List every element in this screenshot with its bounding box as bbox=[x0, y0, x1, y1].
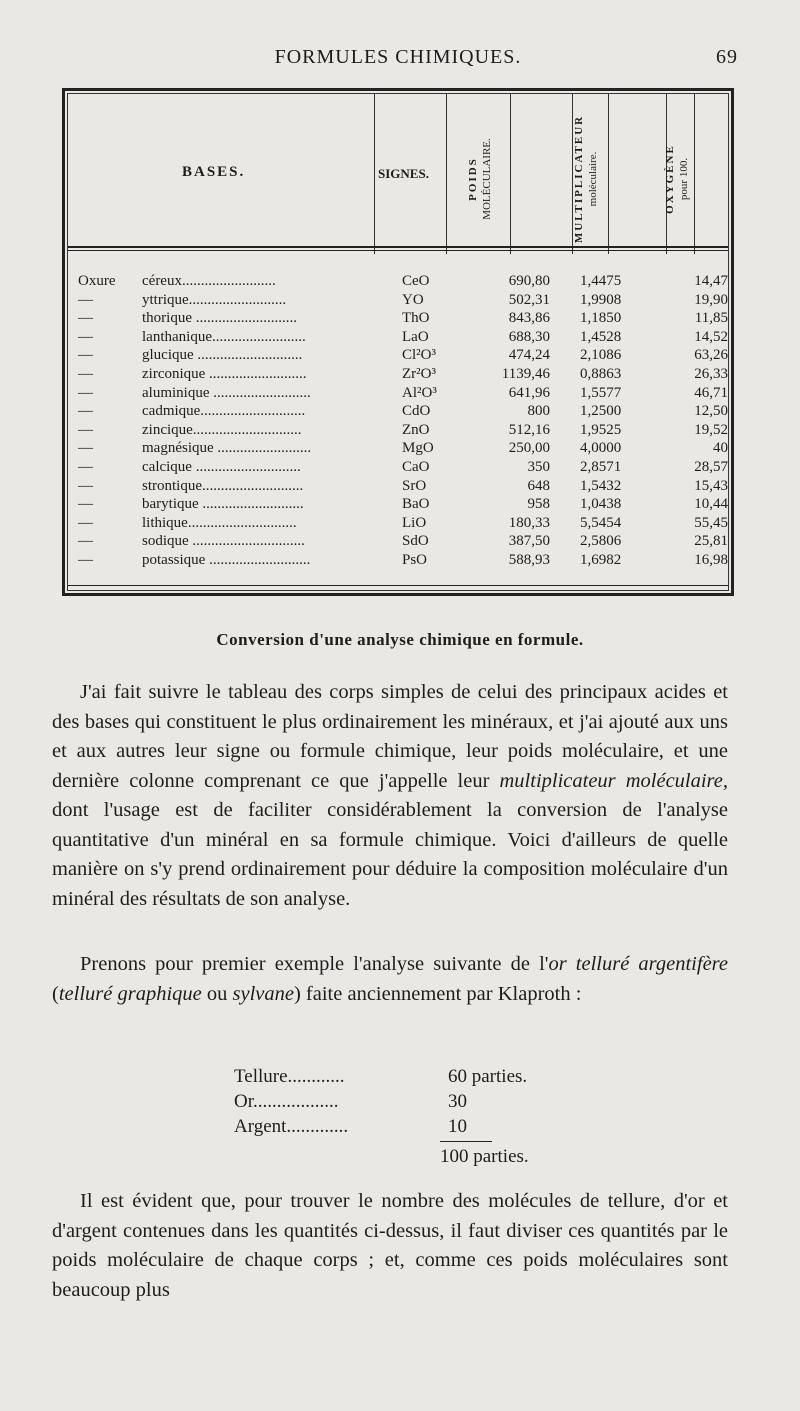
chemical-sign: CeO bbox=[402, 273, 430, 289]
row-prefix: — bbox=[78, 514, 93, 531]
table-row bbox=[68, 532, 728, 551]
chemical-sign: CdO bbox=[402, 403, 431, 420]
base-name: magnésique ......................... bbox=[142, 440, 312, 457]
oxygene-pour-100: 14,47 bbox=[694, 273, 728, 289]
col-header-bases: BASES. bbox=[182, 164, 246, 180]
poids-moleculaire: 588,93 bbox=[508, 551, 550, 568]
base-name: cadmique............................ bbox=[142, 403, 306, 420]
table-row bbox=[68, 477, 728, 496]
multiplicateur: 1,2500 bbox=[580, 403, 622, 420]
table-row bbox=[68, 514, 728, 533]
multiplicateur: 1,6982 bbox=[580, 551, 622, 568]
base-name: zirconique .......................... bbox=[142, 365, 307, 382]
poids-moleculaire: 843,86 bbox=[508, 310, 550, 327]
multiplicateur: 1,9525 bbox=[580, 421, 622, 438]
base-name: sodique .............................. bbox=[142, 533, 305, 550]
poids-moleculaire: 502,31 bbox=[508, 291, 550, 308]
table-row bbox=[68, 495, 728, 514]
oxygene-pour-100: 55,45 bbox=[694, 514, 728, 531]
multiplicateur: 4,0000 bbox=[580, 440, 622, 457]
table-row bbox=[68, 328, 728, 347]
poids-moleculaire: 474,24 bbox=[508, 347, 550, 364]
row-prefix: — bbox=[78, 533, 93, 550]
poids-moleculaire: 641,96 bbox=[508, 384, 550, 401]
base-name: céreux......................... bbox=[142, 273, 276, 289]
multiplicateur: 1,1850 bbox=[580, 310, 622, 327]
oxygene-pour-100: 15,43 bbox=[694, 477, 728, 494]
chemical-sign: Zr²O³ bbox=[402, 365, 436, 382]
poids-moleculaire: 180,33 bbox=[508, 514, 550, 531]
chemical-sign: ZnO bbox=[402, 421, 430, 438]
multiplicateur: 1,9908 bbox=[580, 291, 622, 308]
multiplicateur: 1,4528 bbox=[580, 328, 622, 345]
oxygene-pour-100: 63,26 bbox=[694, 347, 728, 364]
multiplicateur: 0,8863 bbox=[580, 365, 622, 382]
base-name: lithique............................. bbox=[142, 514, 297, 531]
book-page: FORMULES CHIMIQUES. 69 BASES. SIGNES. POIDS MOLÉCULAIRE. MULTIPLICATEUR moléculaire. OXYGÈNE pour 100. Oxure céreux......................... CeO 690,80 1,4475 14,47 — yttrique.......................... YO 502,31 1,9908 19,90 — thorique ........................... ThO 843,86 1,1850 11,85 — lanthanique......................... LaO 688,30 1,4528 14,52 — glucique ............................ Cl²O³ 474,24 2,1086 63,26 — zirconique .......................... Zr²O³ 1139,46 0,8863 26,33 — aluminique .......................... Al²O³ 641,96 1,5577 46,71 — cadmique............................ CdO 800 1,2500 12,50 — zincique............................. ZnO 512,16 1,9525 19,52 — magnésique ......................... MgO 250,00 4,0000 40 — calcique ............................ CaO 350 2,8571 28,57 — strontique........................... SrO 648 1,5432 15,43 — barytique ........................... BaO 958 1,0438 10,44 — lithique............................. LiO 180,33 5,5454 55,45 — sodique .............................. SdO 387,50 2,5806 25,81 — potassique ........................... PsO 588,93 1,6982 16,98 Conversion d'une analyse chimique en formule. J'ai fait suivre le tableau des corps simples de celui des principaux acides et des bases qui constituent le plus ordinairement les minéraux, et j'ai ajouté aux uns et aux autres leur signe ou formule chimique, leur poids moléculaire, et une dernière colonne comprenant ce que j'appelle leur multiplicateur moléculaire, dont l'usage est de faciliter considérablement la conversion de l'analyse quantitative d'un minéral en sa formule chimique. Voici d'ailleurs de quelle manière on s'y prend ordinairement pour déduire la composition moléculaire d'un minéral des résultats de son analyse. Prenons pour premier exemple l'analyse suivante de l'or telluré argentifère (telluré graphique ou sylvane) faite anciennement par Klaproth : Tellure............ 60 parties. Or.................. 30 Argent............. 10 100 parties. Il est évident que, pour trouver le nombre des molécules de tellure, d'or et d'argent contenues dans les quantités ci-dessus, il faut diviser ces quantités par le poids moléculaire de chaque corps ; et, comme ces poids moléculaires sont beaucoup plus bbox=[0, 0, 800, 1411]
oxygene-pour-100: 28,57 bbox=[694, 458, 728, 475]
base-name: glucique ............................ bbox=[142, 347, 303, 364]
base-name: barytique ........................... bbox=[142, 496, 304, 513]
chemical-sign: MgO bbox=[402, 440, 434, 457]
composition-total: 100 parties. bbox=[440, 1146, 529, 1167]
poids-moleculaire: 648 bbox=[527, 477, 550, 494]
base-name: potassique ........................... bbox=[142, 551, 311, 568]
oxygene-pour-100: 14,52 bbox=[694, 328, 728, 345]
table-row bbox=[68, 291, 728, 310]
poids-moleculaire: 688,30 bbox=[508, 328, 550, 345]
row-prefix: — bbox=[78, 310, 93, 327]
oxygene-pour-100: 26,33 bbox=[694, 365, 728, 382]
base-name: thorique ........................... bbox=[142, 310, 297, 327]
multiplicateur: 2,5806 bbox=[580, 533, 622, 550]
oxygene-pour-100: 12,50 bbox=[694, 403, 728, 420]
row-prefix: — bbox=[78, 365, 93, 382]
row-prefix: — bbox=[78, 477, 93, 494]
col-header-oxygene: OXYGÈNE pour 100. bbox=[664, 144, 690, 214]
row-prefix: — bbox=[78, 458, 93, 475]
table-body bbox=[68, 272, 728, 570]
chemical-sign: ThO bbox=[402, 310, 430, 327]
chemical-sign: CaO bbox=[402, 458, 430, 475]
poids-moleculaire: 958 bbox=[527, 496, 550, 513]
row-prefix: — bbox=[78, 496, 93, 513]
chemical-sign: PsO bbox=[402, 551, 428, 568]
oxygene-pour-100: 19,52 bbox=[694, 421, 728, 438]
multiplicateur: 5,5454 bbox=[580, 514, 622, 531]
oxygene-pour-100: 19,90 bbox=[694, 291, 728, 308]
row-prefix: — bbox=[78, 291, 93, 308]
chemical-sign: LaO bbox=[402, 328, 429, 345]
chemical-sign: LiO bbox=[402, 514, 427, 531]
table-row bbox=[68, 458, 728, 477]
table-row bbox=[68, 384, 728, 403]
poids-moleculaire: 350 bbox=[527, 458, 550, 475]
chemical-sign: SdO bbox=[402, 533, 429, 550]
paragraph-1: J'ai fait suivre le tableau des corps simples de celui des principaux acides et des bases qui constituent le plus ordinairement les minéraux, et j'ai ajouté aux uns et aux autres leur signe ou formule chimique, leur poids moléculaire, et une dernière colonne comprenant ce que j'appelle leur multiplicateur moléculaire, dont l'usage est de faciliter considérablement la conversion de l'analyse quantitative d'un minéral en sa formule chimique. Voici d'ailleurs de quelle manière on s'y prend ordinairement pour déduire la composition moléculaire d'un minéral des résultats de son analyse. bbox=[52, 681, 728, 910]
multiplicateur: 2,8571 bbox=[580, 458, 622, 475]
row-prefix: Oxure bbox=[78, 273, 116, 289]
table-row bbox=[68, 309, 728, 328]
oxygene-pour-100: 25,81 bbox=[694, 533, 728, 550]
base-name: zincique............................. bbox=[142, 421, 302, 438]
row-prefix: — bbox=[78, 347, 93, 364]
table-row bbox=[68, 272, 728, 291]
table-row bbox=[68, 365, 728, 384]
chemical-sign: SrO bbox=[402, 477, 427, 494]
table-row bbox=[68, 421, 728, 440]
poids-moleculaire: 387,50 bbox=[508, 533, 550, 550]
paragraph-3: Il est évident que, pour trouver le nombre des molécules de tellure, d'or et d'argent contenues dans les quantités ci-dessus, il faut diviser ces quantités par le poids moléculaire de chaque corps ; et, comme ces poids moléculaires sont beaucoup plus bbox=[52, 1190, 728, 1301]
chemical-sign: Cl²O³ bbox=[402, 347, 436, 364]
table-row bbox=[68, 346, 728, 365]
row-prefix: — bbox=[78, 421, 93, 438]
base-name: aluminique .......................... bbox=[142, 384, 311, 401]
base-name: strontique........................... bbox=[142, 477, 304, 494]
multiplicateur: 2,1086 bbox=[580, 347, 622, 364]
base-name: yttrique.......................... bbox=[142, 291, 287, 308]
table-row bbox=[68, 439, 728, 458]
poids-moleculaire: 1139,46 bbox=[501, 365, 550, 382]
oxygene-pour-100: 46,71 bbox=[694, 384, 728, 401]
multiplicateur: 1,4475 bbox=[580, 273, 622, 289]
sum-rule bbox=[440, 1141, 492, 1142]
oxygene-pour-100: 10,44 bbox=[694, 496, 728, 513]
chemical-sign: Al²O³ bbox=[402, 384, 437, 401]
page-title: FORMULES CHIMIQUES. bbox=[274, 46, 522, 68]
col-header-multiplicateur: MULTIPLICATEUR moléculaire. bbox=[573, 114, 599, 244]
oxygene-pour-100: 40 bbox=[713, 440, 728, 457]
oxygene-pour-100: 11,85 bbox=[694, 310, 728, 327]
row-prefix: — bbox=[78, 403, 93, 420]
row-prefix: — bbox=[78, 328, 93, 345]
section-caption: Conversion d'une analyse chimique en formule. bbox=[216, 630, 584, 649]
poids-moleculaire: 800 bbox=[527, 403, 550, 420]
page-number: 69 bbox=[716, 46, 738, 68]
multiplicateur: 1,0438 bbox=[580, 496, 622, 513]
col-header-signes: SIGNES. bbox=[378, 166, 429, 181]
paragraph-2: Prenons pour premier exemple l'analyse suivante de l'or telluré argentifère (telluré graphique ou sylvane) faite anciennement par Klaproth : bbox=[52, 953, 728, 1005]
table-row bbox=[68, 402, 728, 421]
chemical-sign: BaO bbox=[402, 496, 430, 513]
chemical-sign: YO bbox=[402, 291, 424, 308]
poids-moleculaire: 250,00 bbox=[508, 440, 550, 457]
oxygene-pour-100: 16,98 bbox=[694, 551, 728, 568]
table-row bbox=[68, 551, 728, 570]
base-name: lanthanique......................... bbox=[142, 328, 306, 345]
poids-moleculaire: 512,16 bbox=[508, 421, 550, 438]
col-header-poids: POIDS MOLÉCULAIRE. bbox=[467, 138, 493, 220]
poids-moleculaire: 690,80 bbox=[508, 273, 550, 289]
running-header bbox=[58, 46, 738, 76]
row-prefix: — bbox=[78, 440, 93, 457]
multiplicateur: 1,5577 bbox=[580, 384, 622, 401]
row-prefix: — bbox=[78, 551, 93, 568]
base-name: calcique ............................ bbox=[142, 458, 301, 475]
multiplicateur: 1,5432 bbox=[580, 477, 622, 494]
bases-table bbox=[62, 88, 734, 596]
row-prefix: — bbox=[78, 384, 93, 401]
